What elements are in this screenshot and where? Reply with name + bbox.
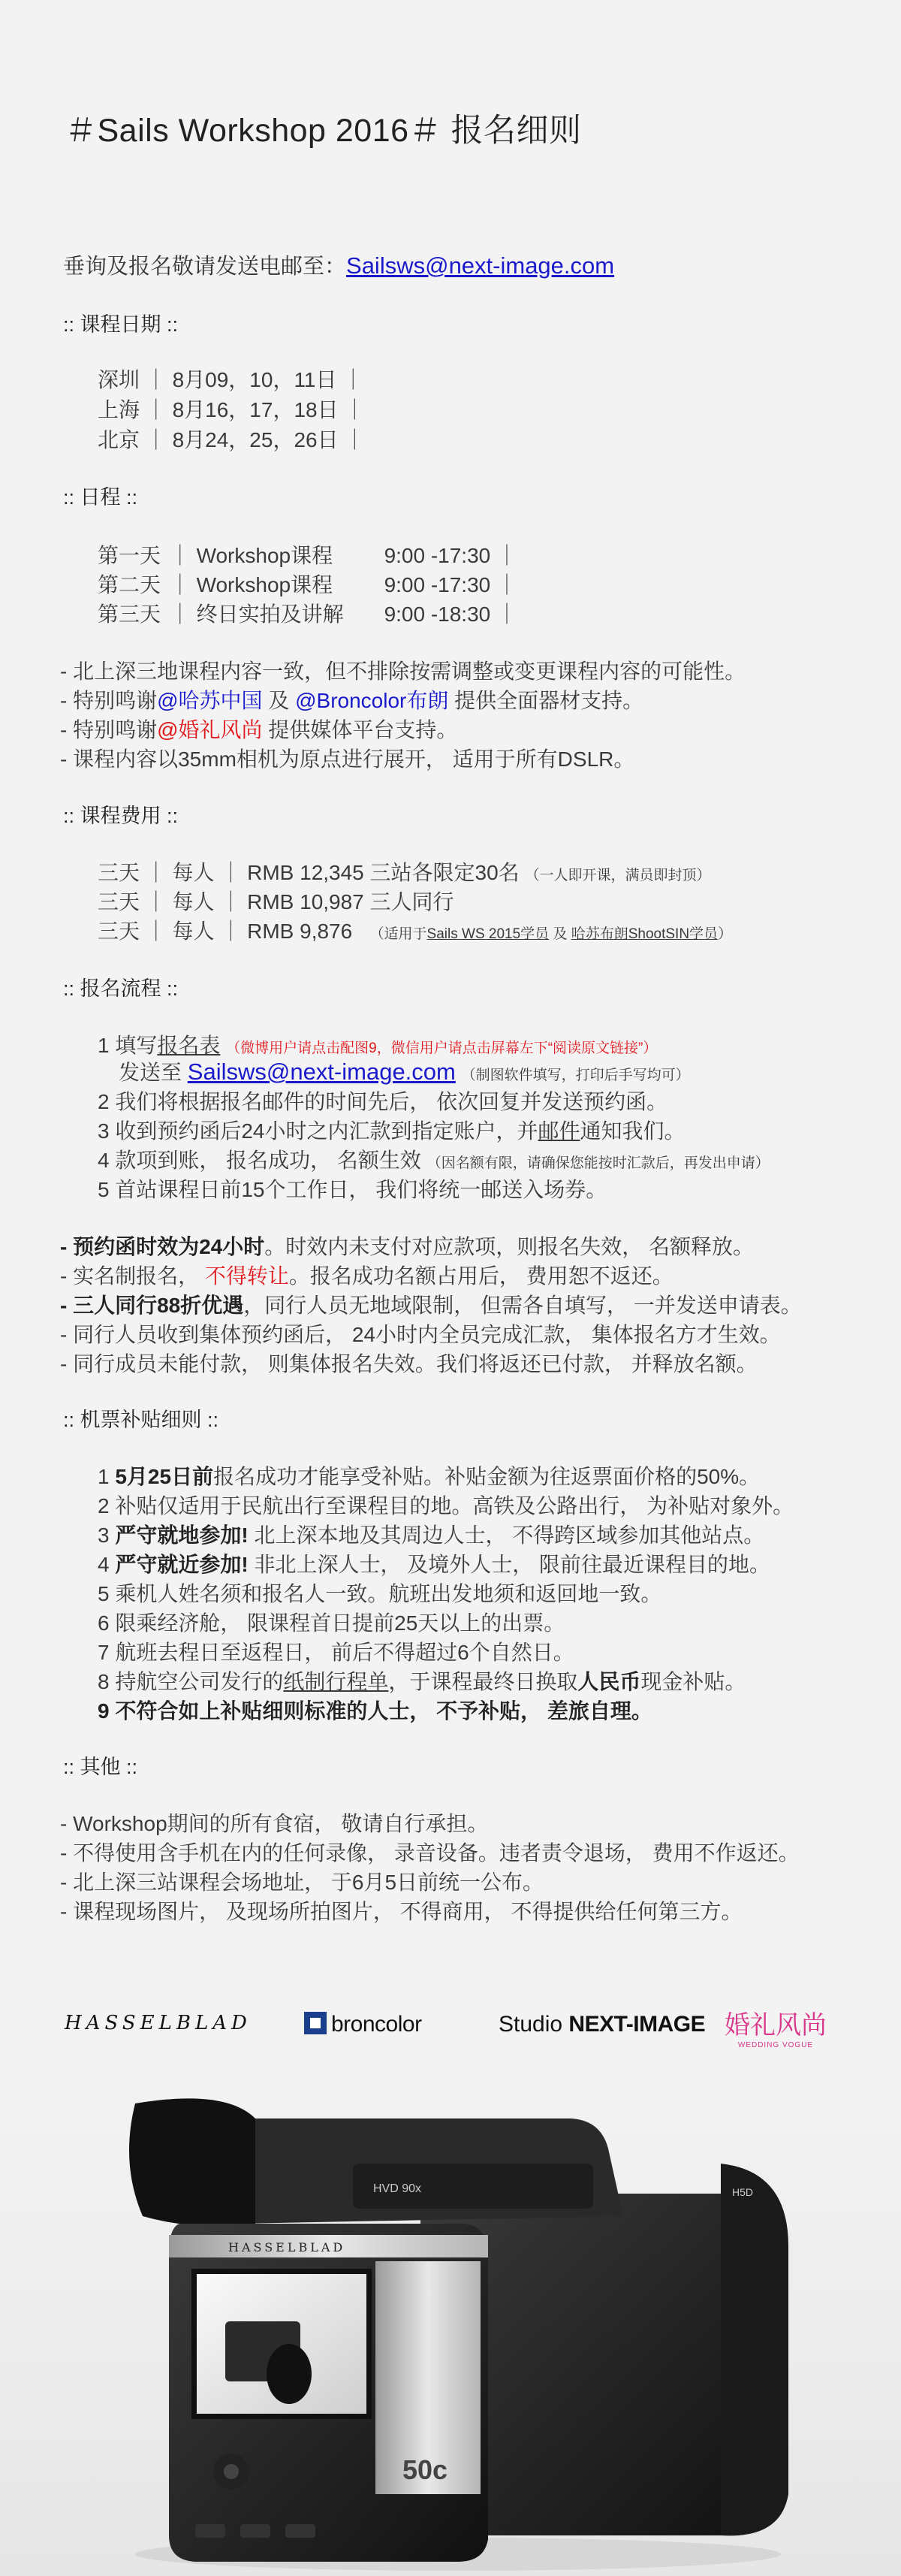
note-line: - 特别鸣谢@婚礼风尚 提供媒体平台支持。: [60, 718, 458, 741]
subsidy-item-7: 7 航班去程日至返程日， 前后不得超过6个自然日。: [98, 1641, 574, 1664]
process-step-4: 4 款项到账， 报名成功， 名额生效 （因名额有限，请确保您能按时汇款后，再发出申请）: [98, 1149, 770, 1172]
registration-form-link[interactable]: 报名表: [157, 1034, 221, 1057]
other-line: - Workshop期间的所有食宿， 敬请自行承担。: [60, 1812, 489, 1835]
other-line: - 不得使用含手机在内的任何录像， 录音设备。违者责令退场， 费用不作返还。: [60, 1841, 800, 1865]
body-label: H5D: [732, 2186, 754, 2198]
process-step-5: 5 首站课程日前15个工作日， 我们将统一邮送入场券。: [98, 1178, 607, 1201]
date-row-shanghai: 上海 ｜ 8月16，17，18日 ｜: [98, 398, 366, 421]
broncolor-logo: broncolor: [304, 2012, 422, 2037]
subsidy-item-2: 2 补贴仅适用于民航出行至课程目的地。高铁及公路出行， 为补贴对象外。: [98, 1494, 794, 1518]
process-step-2: 2 我们将根据报名邮件的时间先后， 依次回复并发送预约函。: [98, 1090, 668, 1113]
fee-row: 三天 ｜ 每人 ｜ RMB 12,345 三站各限定30名 （一人即开课，满员即封顶）: [98, 861, 711, 884]
others-heading: :: 其他 ::: [63, 1756, 138, 1778]
camera-brand-label: HASSELBLAD: [228, 2240, 346, 2254]
contact-email-link[interactable]: Sailsws@next-image.com: [346, 252, 615, 279]
broncolor-mark-icon: [304, 2012, 327, 2034]
note-line: - 课程内容以35mm相机为原点进行展开， 适用于所有DSLR。: [60, 747, 635, 771]
hasselblad-logo: HASSELBLAD: [65, 2012, 252, 2034]
broncolor-mention[interactable]: @Broncolor布朗: [295, 689, 449, 712]
model-badge: 50c: [402, 2454, 448, 2485]
subsidy-item-6: 6 限乘经济舱， 限课程首日提前25天以上的出票。: [98, 1611, 565, 1635]
date-row-beijing: 北京 ｜ 8月24，25，26日 ｜: [98, 428, 366, 451]
schedule-row-day2: 第二天 ｜ Workshop课程 9:00 -17:30 ｜: [98, 573, 518, 596]
process-step-3: 3 收到预约函后24小时之内汇款到指定账户，并邮件通知我们。: [98, 1119, 686, 1143]
rule-line: - 三人同行88折优遇，同行人员无地域限制， 但需各自填写， 一并发送申请表。: [60, 1294, 802, 1317]
sponsor-logos: [0, 1998, 901, 2058]
date-row-shenzhen: 深圳 ｜ 8月09，10，11日 ｜: [98, 368, 364, 391]
other-line: - 课程现场图片， 及现场所拍图片， 不得商用， 不得提供给任何第三方。: [60, 1900, 743, 1923]
process-heading: :: 报名流程 ::: [63, 977, 179, 1000]
hasselblad-china-mention[interactable]: @哈苏中国: [157, 689, 263, 712]
subsidy-item-3: 3 严守就地参加! 北上深本地及其周边人士， 不得跨区域参加其他站点。: [98, 1524, 765, 1547]
schedule-heading: :: 日程 ::: [63, 486, 138, 509]
rule-line: - 同行人员收到集体预约函后， 24小时内全员完成汇款， 集体报名方才生效。: [60, 1323, 781, 1346]
contact-line: [63, 249, 614, 280]
fees-heading: :: 课程费用 ::: [63, 805, 179, 827]
viewfinder-label: HVD 90x: [373, 2182, 422, 2195]
fee-row: 三天 ｜ 每人 ｜ RMB 9,876 （适用于Sails WS 2015学员 及 哈苏布朗ShootSIN学员）: [98, 920, 733, 943]
subsidy-item-5: 5 乘机人姓名须和报名人一致。航班出发地须和返回地一致。: [98, 1582, 662, 1605]
note-line: - 特别鸣谢@哈苏中国 及 @Broncolor布朗 提供全面器材支持。: [60, 689, 644, 712]
wedding-vogue-mention[interactable]: @婚礼风尚: [157, 718, 263, 741]
subsidy-item-9: 9 不符合如上补贴细则标准的人士， 不予补贴， 差旅自理。: [98, 1699, 652, 1723]
fee-row: 三天 ｜ 每人 ｜ RMB 10,987 三人同行: [98, 890, 454, 914]
rule-line: - 同行成员未能付款， 则集体报名失效。我们将返还已付款， 并释放名额。: [60, 1352, 758, 1376]
schedule-row-day3: 第三天 ｜ 终日实拍及讲解 9:00 -18:30 ｜: [98, 602, 518, 626]
contact-prefix: 垂询及报名敬请发送电邮至：: [63, 255, 347, 279]
subsidy-heading: :: 机票补贴细则 ::: [63, 1409, 219, 1431]
page-title: ＃Sails Workshop 2016＃ 报名细则: [65, 113, 582, 149]
next-image-logo: Studio NEXT-IMAGE: [499, 2012, 706, 2037]
rule-line: - 预约函时效为24小时。时效内未支付对应款项，则报名失效， 名额释放。: [60, 1235, 755, 1258]
note-line: - 北上深三地课程内容一致，但不排除按需调整或变更课程内容的可能性。: [60, 660, 746, 683]
wedding-vogue-logo: 婚礼风尚 WEDDING VOGUE: [725, 2010, 827, 2049]
process-step-1-send: 发送至 Sailsws@next-image.com （制图软件填写，打印后手写均可）: [119, 1058, 690, 1085]
rule-line: - 实名制报名， 不得转让。报名成功名额占用后， 费用恕不返还。: [60, 1264, 673, 1288]
send-email-link[interactable]: Sailsws@next-image.com: [187, 1058, 456, 1085]
subsidy-item-4: 4 严守就近参加! 非北上深人士， 及境外人士， 限前往最近课程目的地。: [98, 1553, 771, 1576]
subsidy-item-1: 1 5月25日前报名成功才能享受补贴。补贴金额为往返票面价格的50%。: [98, 1465, 761, 1488]
schedule-row-day1: 第一天 ｜ Workshop课程 9:00 -17:30 ｜: [98, 544, 518, 567]
subsidy-item-8: 8 持航空公司发行的纸制行程单，于课程最终日换取人民币现金补贴。: [98, 1670, 746, 1693]
process-step-1: 1 填写报名表 （微博用户请点击配图9，微信用户请点击屏幕左下“阅读原文链接”）: [98, 1034, 658, 1057]
other-line: - 北上深三站课程会场地址， 于6月5日前统一公布。: [60, 1871, 544, 1894]
dates-heading: :: 课程日期 ::: [63, 313, 179, 336]
camera-image: [0, 2073, 901, 2576]
